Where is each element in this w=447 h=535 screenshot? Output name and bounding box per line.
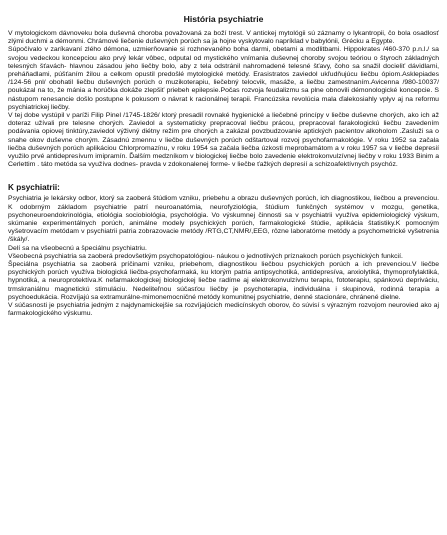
psychiatry-paragraph-3: Všeobecná psychiatria sa zaoberá predovšetkým psychopatológiou- náukou o jednotlivých príznakoch porúch psychických funkcií.	[8, 252, 403, 260]
document-title: História psychiatrie	[183, 14, 264, 24]
history-paragraph-3: V tej dobe vystúpil v paríži Filip Pinel /1745-1826/ ktorý presadil rovnaké hygienické a liečebné princípy v liečbe duševne chorých, ako ich až doteraz užívali pre telesne chorých. Zaviedol a systematicky prepracoval liečbu prácou, prepracoval farakologickú liečbu zavedením podávania opiovej tinktúry,zaviedol výživný diétny režim pre chorých a zakázal povzbudzovanie aptických pacientov alkoholom .Zasluži sa o snahe okov duševne chorým. Zásadnú zmennu v liečbe duševných porúch odštartoval rozvoj psychofarmakológie. V roku 1952 sa začala liečba duševných porúch aplikáciou Chlorpromazínu, v roku 1954 sa začala liečba úzkosti meprobamátom a v roku 1957 sa v liečbe depresií využilo prvé antidepresívum imipramín. Ďalším medzníkom v biologickej liečbe bolo zavedenie elektrokonvulzívnej liečby v roku 1933 Binim a Cerlettim . táto metóda sa využíva dodnes- pravda v zdokonalenej forme- v liečbe ťažkých depresií a schizoafektívnych psychóz.	[8, 112, 439, 169]
psychiatry-paragraph-5: V súčasnosti je psychiatria jedným z najdynamickejšie sa rozvíjajúcich medicínskych oborov, čo súvisí s výrazným rozvojom neurovied ako aj farmakologického výskumu.	[8, 302, 439, 318]
history-paragraph-1: V mytologickom dávnoveku bola duševná choroba považovaná za boží trest. V antickej mytológii sú záznamy o lykantropii, čo bola osadlosť zlými duchmi a démonmi. Chrámové liečenie duševných porúch sa ja hojne vyskytovalo napríklad v babylónii, Grécku a Egypte.	[8, 30, 439, 46]
history-paragraph-2: Súpočívalo v zaríkavaní zlého démona, uzmierňovanie si rozhnevaného boha darmi, obetami a modlitbami. Hippokrates /460-370 p.n.l./ sa svojou vedeckou koncepciou ako prvý lekár vôbec, odputal od mystického vnímania duševnej choroby svojou teóriou o štyroch základných telesných šťavách- hlavnou zásadou jeho liečby bolo, aby z tela odstránil nahromadené telesné šťavy, čoho sa snažil docieliť dávidlami, preháňadlami, púšťaním žilou a celkom opustil predošlé mytologické metódy. Erasistratos zaviedol ukľudňujúcu liečbu ópiom.Asklepiades /124-56 pnl/ obohatil liečbu duševných porúch o muzikoterapiu, liečebný telocvik, masáže, a liečbu zamestnaním.Avicenna /980-10037/ poukázal na to, že mánia a horúčka dokáže zlepšiť priebeh epilepsie.Počas rozvoja feudalizmu sa plne obnovili démonologické koncepcie. S nástupom renesancie došlo postupne k pokusom o návrat k racionálnej terapii. Francúzska revolúcia mala ďalekosiahly vplyv aj na reformu psychiatrickej liečby.	[8, 46, 439, 111]
section-heading-k-psychiatrii: K psychiatrii:	[8, 183, 60, 193]
psychiatry-paragraph-1: Psychiatria je lekársky odbor, ktorý sa zaoberá štúdiom vzniku, priebehu a obrazu duševných porúch, ich diagnostikou, liečbou a prevenciou. K odobrným základom psychiatrie patrí neuroanatómia, neurofyziológia, štúdium funkčných systémov v mozgu, genetika, psychoneuroendokrinológia, etiológia sociobiológia, psychológia. Vo výskumnej činnosti sa v psychiatrii využíva epidemiologický výskum, skúmanie experimentálnych porúch, animálne modely psychických porúch, farmakologické štúdie, aplikácia štatistiky.K pomocným vyšetrovacím metódam v psychiatrii patria zobrazovacie metódy /RTG,CT,NMR/,EEG, rôzne laboratórne metódy a psychometrické vyšetrenia /škály/.	[8, 195, 439, 244]
psychiatry-paragraph-4: Špeciálna psychiatria sa zaoberá príčinami vzniku, priebehom, diagnostikou liečbou psychických porúch a ich prevenciou.V liečbe psychických porúch využíva biologická liečba-psychofarmaká, ku ktorým patria antipsychotiká, antidepresíva, anxiolytiká, thymoprofylaktiká, hypnotiká, a neuroprotektíva.K nefarmakologickej biologickej liečbe radíme aj elektrokonvulzívnu terapiu, fototerapiu, spánkovú depriváciu, trmskraniálnu magnetickú stimuláciu. Nedeliteľnou súčasťou liečby je psychoterapia, individuálna i skupinová, rodinná terapia a psychoedukácia. Rozvíjajú sa extramurálne-mimonemocničné metódy komunitnej psychiatrie, denné stacionáre, chránené dielne.	[8, 261, 439, 301]
psychiatry-paragraph-2: Delí sa na všeobecnú a špeciálnu psychiatriu.	[8, 244, 147, 252]
